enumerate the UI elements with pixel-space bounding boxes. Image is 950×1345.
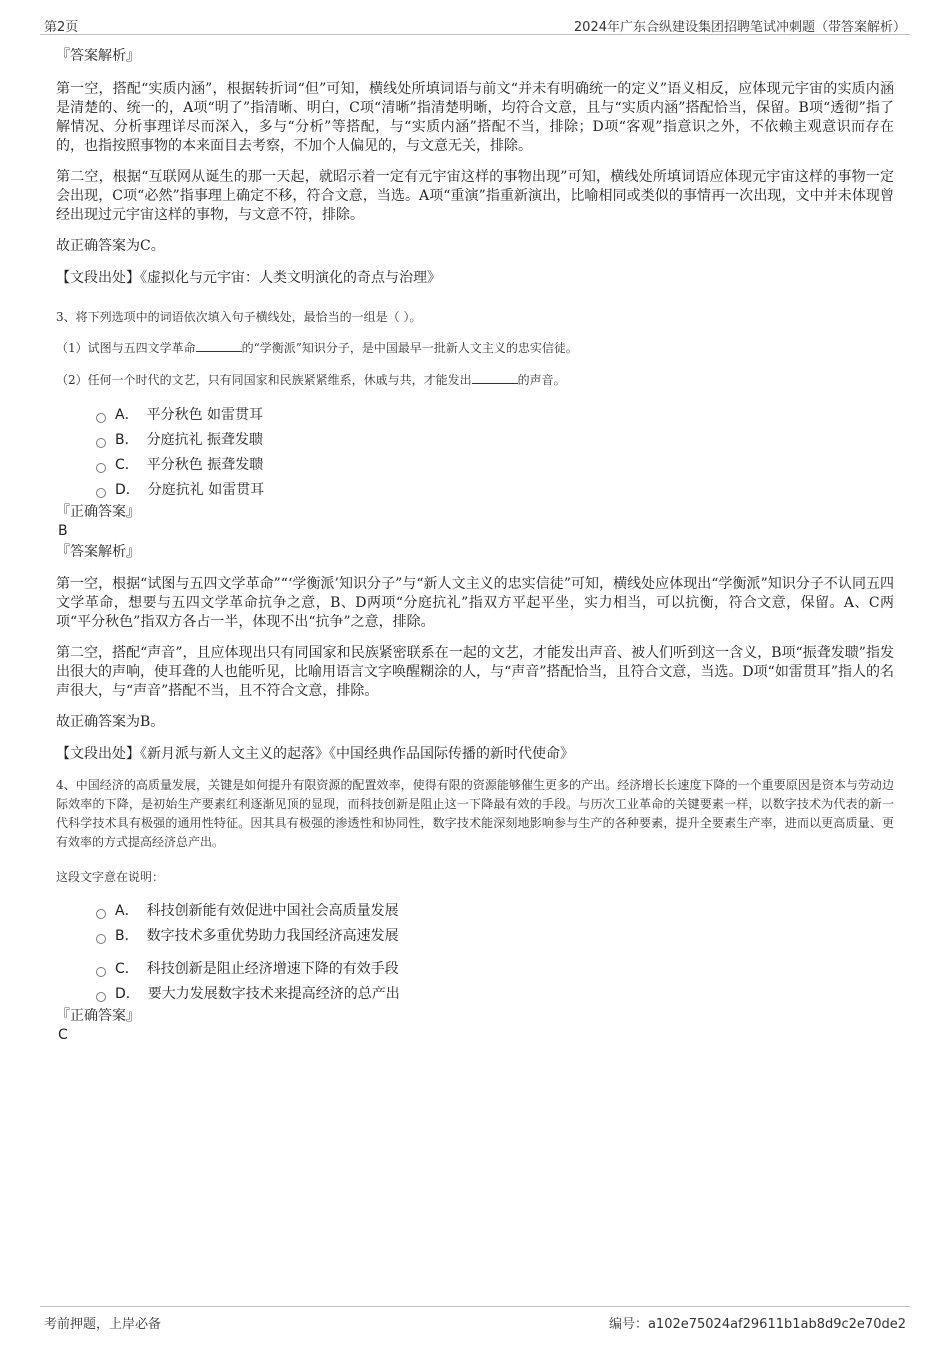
q3-sentence-1-part-a: （1）试图与五四文学革命 (56, 341, 196, 355)
q4-option-a[interactable]: A． 科技创新能有效促进中国社会高质量发展 (96, 898, 894, 923)
q3-correct-answer: B (58, 523, 68, 539)
q4-option-d[interactable]: D． 要大力发展数字技术来提高经济的总产出 (96, 981, 894, 1006)
q3-sentence-2 (56, 371, 894, 389)
q2-analysis-para-2: 第二空，根据“互联网从诞生的那一天起，就昭示着一定有元宇宙这样的事物出现”可知，横线处所填词语应体现元宇宙这样的事物一定会出现，C项“必然”指事理上确定不移，符合文意，当选。A项“重演”指重新演出，比喻相同或类似的事情再一次出现，文中并未体现曾经出现过元宇宙这样的事物，与文意不符，排除。 (56, 169, 894, 223)
q3-option-a[interactable]: A． 平分秋色 如雷贯耳 (96, 402, 894, 427)
q4-option-a-text: 科技创新能有效促进中国社会高质量发展 (146, 902, 399, 919)
q4-option-c[interactable]: C． 科技创新是阻止经济增速下降的有效手段 (96, 956, 894, 981)
q3-analysis-label: 『答案解析』 (56, 544, 140, 560)
q3-stem: 3、将下列选项中的词语依次填入句子横线处，最恰当的一组是（ ）。 (56, 310, 422, 324)
q3-analysis-para-1: 第一空，根据“试图与五四文学革命”“‘学衡派’知识分子”与“新人文主义的忠实信徒”可知，横线处应体现出“学衡派”知识分子不认同五四文学革命，想要与五四文学革命抗争之意，B、D两项“分庭抗礼”指双方平起平坐，实力相当，可以抗衡，符合文意，保留。A、C两项“平分秋色”指双方各占一半，体现不出“抗争”之意，排除。 (56, 576, 894, 630)
q4-option-b-text: 数字技术多重优势助力我国经济高速发展 (146, 927, 399, 944)
q4-correct-label: 『正确答案』 (56, 1008, 140, 1024)
q3-sentence-2-part-a: （2）任何一个时代的文艺，只有同国家和民族紧紧维系，休戚与共，才能发出 (56, 373, 472, 387)
q3-option-a-text: 平分秋色 如雷贯耳 (146, 406, 264, 423)
q3-sentence-1-part-b: 的“学衡派”知识分子，是中国最早一批新人文主义的忠实信徒。 (241, 341, 578, 355)
q3-sentence-2-part-b: 的声音。 (517, 373, 566, 387)
q3-correct-label: 『正确答案』 (56, 504, 140, 520)
radio-icon[interactable] (96, 934, 106, 944)
page-content (56, 46, 894, 1046)
q3-option-d-text: 分庭抗礼 如雷贯耳 (147, 481, 265, 498)
q3-conclusion: 故正确答案为B。 (56, 714, 165, 730)
q3-option-d[interactable]: D． 分庭抗礼 如雷贯耳 (96, 477, 894, 502)
radio-icon[interactable] (96, 488, 106, 498)
q3-option-b-text: 分庭抗礼 振聋发聩 (146, 431, 264, 448)
q3-analysis-para-2: 第二空，搭配“声音”，且应体现出只有同国家和民族紧密联系在一起的文艺，才能发出声音、被人们听到这一含义，B项“振聋发聩”指发出很大的声响，使耳聋的人也能听见，比喻用语言文字唤醒糊涂的人，与“声音”搭配恰当，且符合文意，当选。D项“如雷贯耳”指人的名声很大，与“声音”搭配不当，且不符合文意，排除。 (56, 645, 894, 699)
q4-option-c-text: 科技创新是阻止经济增速下降的有效手段 (146, 960, 399, 977)
q2-analysis-label: 『答案解析』 (56, 48, 140, 64)
page-footer (40, 1306, 910, 1331)
radio-icon[interactable] (96, 413, 106, 423)
radio-icon[interactable] (96, 463, 106, 473)
q3-blank-1 (196, 339, 242, 352)
q3-option-b[interactable]: B． 分庭抗礼 振聋发聩 (96, 427, 894, 452)
q3-source-text: 《新月派与新人文主义的起落》《中国经典作品国际传播的新时代使命》 (140, 746, 574, 762)
q4-correct-answer: C (58, 1027, 68, 1043)
q2-analysis-para-1: 第一空，搭配“实质内涵”，根据转折词“但”可知，横线处所填词语与前文“并未有明确统一的定义”语义相反，应体现元宇宙的实质内涵是清楚的、统一的，A项“明了”指清晰、明白，C项“清晰”指清楚明晰，均符合文意，且与“实质内涵”搭配恰当，保留。B项“透彻”指了解情况、分析事理详尽而深入，多与“分析”等搭配，与“实质内涵”搭配不当，排除；D项“客观”指意识之外，不依赖主观意识而存在的，也指按照事物的本来面目去考察，不加个人偏见的，与文意无关，排除。 (56, 81, 894, 154)
q2-conclusion: 故正确答案为C。 (56, 238, 165, 254)
radio-icon[interactable] (96, 909, 106, 919)
q3-blank-2 (472, 371, 518, 384)
q4-option-b[interactable]: B． 数字技术多重优势助力我国经济高速发展 (96, 923, 894, 948)
q3-option-c-text: 平分秋色 振聋发聩 (146, 456, 264, 473)
q3-source (56, 744, 894, 764)
q4-ask: 这段文字意在说明： (56, 870, 165, 884)
footer-serial: 编号：a102e75024af29611b1ab8d9c2e70de2 (608, 1317, 906, 1332)
q2-source-label: 【文段出处】 (56, 270, 140, 286)
q3-source-label: 【文段出处】 (56, 746, 140, 762)
radio-icon[interactable] (96, 438, 106, 448)
q2-source (56, 268, 894, 288)
document-title: 2024年广东合纵建设集团招聘笔试冲刺题（带答案解析） (573, 20, 906, 35)
footer-slogan: 考前押题，上岸必备 (44, 1317, 162, 1332)
q4-options (96, 898, 894, 1006)
q2-source-text: 《虚拟化与元宇宙：人类文明演化的奇点与治理》 (140, 270, 441, 286)
q3-option-c[interactable]: C． 平分秋色 振聋发聩 (96, 452, 894, 477)
page-header (40, 14, 910, 35)
radio-icon[interactable] (96, 967, 106, 977)
q4-stem: 4、中国经济的高质量发展，关键是如何提升有限资源的配置效率，使得有限的资源能够催生更多的产出。经济增长长速度下降的一个重要原因是资本与劳动边际效率的下降，是初始生产要素红利逐渐见顶的显现，而科技创新是阻止这一下降最有效的手段。与历次工业革命的关键要素一样，以数字技术为代表的新一代科学技术具有极强的通用性特征。因其具有极强的渗透性和协同性，数字技术能深刻地影响参与生产的各种要素，提升全要素生产率，进而以更高质量、更有效率的方式提高经济总产出。 (56, 778, 894, 849)
page-number: 第2页 (44, 20, 79, 35)
q3-sentence-1 (56, 339, 894, 357)
q4-option-d-text: 要大力发展数字技术来提高经济的总产出 (147, 985, 400, 1002)
radio-icon[interactable] (96, 992, 106, 1002)
q3-options (96, 402, 894, 502)
